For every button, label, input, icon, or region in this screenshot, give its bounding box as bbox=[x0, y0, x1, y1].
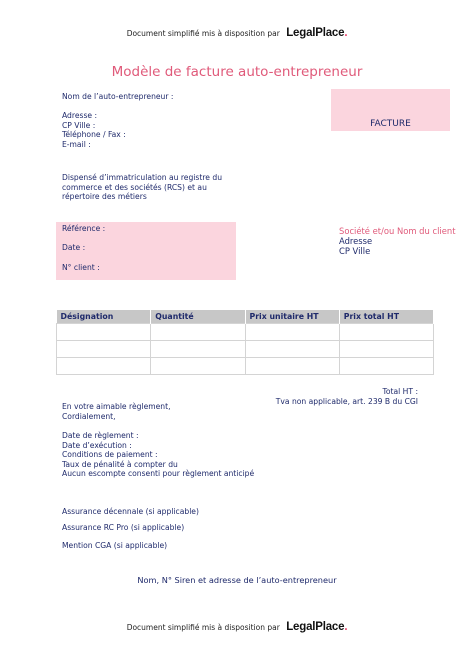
table-cell[interactable] bbox=[339, 341, 433, 358]
facture-label: FACTURE bbox=[370, 119, 411, 129]
table-cell[interactable] bbox=[57, 341, 151, 358]
reference-ref-label: Référence : bbox=[62, 224, 106, 233]
seller-name-label: Nom de l’auto-entrepreneur : bbox=[62, 92, 174, 101]
table-header-row bbox=[57, 310, 434, 324]
footer-line: Nom, N° Siren et adresse de l’auto-entrepreneur bbox=[137, 575, 337, 585]
seller-email-label: E-mail : bbox=[62, 139, 91, 149]
legalplace-logo: LegalPlace. bbox=[286, 27, 348, 39]
reference-date-label: Date : bbox=[62, 243, 86, 252]
mention-cga: Mention CGA (si applicable) bbox=[62, 541, 168, 550]
col-quantite: Quantité bbox=[151, 310, 245, 324]
closing-block: En votre aimable règlement, Cordialement, bbox=[62, 402, 171, 421]
settlement-date-label: Date de règlement : bbox=[62, 431, 139, 440]
seller-address-label: Adresse : bbox=[62, 111, 98, 121]
seller-phone-label: Téléphone / Fax : bbox=[62, 130, 126, 140]
seller-block bbox=[62, 92, 173, 150]
items-table bbox=[56, 310, 434, 375]
bottom-header bbox=[0, 621, 474, 633]
execution-date-label: Date d’exécution : bbox=[62, 440, 132, 450]
legalplace-logo: LegalPlace. bbox=[286, 621, 348, 633]
payment-block bbox=[62, 431, 254, 479]
table-cell[interactable] bbox=[57, 358, 151, 375]
client-address: Adresse bbox=[339, 236, 373, 246]
col-designation: Désignation bbox=[57, 310, 151, 324]
client-cp: CP Ville bbox=[339, 246, 371, 256]
reference-client-no-label: N° client : bbox=[62, 263, 100, 272]
col-prix-total: Prix total HT bbox=[339, 310, 433, 324]
tva-note: Tva non applicable, art. 239 B du CGI bbox=[275, 397, 418, 406]
insurance-rc-pro: Assurance RC Pro (si applicable) bbox=[62, 523, 185, 532]
table-cell[interactable] bbox=[245, 341, 339, 358]
discount-note: Aucun escompte consenti pour règlement anticipé bbox=[62, 469, 255, 479]
table-cell[interactable] bbox=[57, 324, 151, 341]
table-cell[interactable] bbox=[151, 358, 245, 375]
table-row bbox=[57, 324, 434, 341]
table-cell[interactable] bbox=[245, 324, 339, 341]
header-text: Document simplifié mis à disposition par bbox=[126, 29, 280, 38]
table-row bbox=[57, 341, 434, 358]
top-header bbox=[0, 27, 474, 39]
page-title: Modèle de facture auto-entrepreneur bbox=[111, 64, 363, 80]
insurance-decennale: Assurance décennale (si applicable) bbox=[62, 507, 199, 516]
header-text: Document simplifié mis à disposition par bbox=[126, 623, 280, 632]
table-cell[interactable] bbox=[339, 324, 433, 341]
seller-cp-label: CP Ville : bbox=[62, 120, 96, 130]
payment-conditions-label: Conditions de paiement : bbox=[62, 450, 158, 460]
rcs-exemption: Dispensé d’immatriculation au registre du commerce et des sociétés (RCS) et au répertoire des métiers bbox=[62, 173, 223, 202]
table-row bbox=[57, 358, 434, 375]
table-cell[interactable] bbox=[151, 324, 245, 341]
table-cell[interactable] bbox=[151, 341, 245, 358]
penalty-rate-label: Taux de pénalité à compter du bbox=[62, 459, 178, 469]
table-cell[interactable] bbox=[245, 358, 339, 375]
col-prix-unitaire: Prix unitaire HT bbox=[245, 310, 339, 324]
client-name: Société et/ou Nom du client bbox=[339, 226, 456, 236]
total-ht-label: Total HT : bbox=[382, 387, 418, 396]
table-cell[interactable] bbox=[339, 358, 433, 375]
